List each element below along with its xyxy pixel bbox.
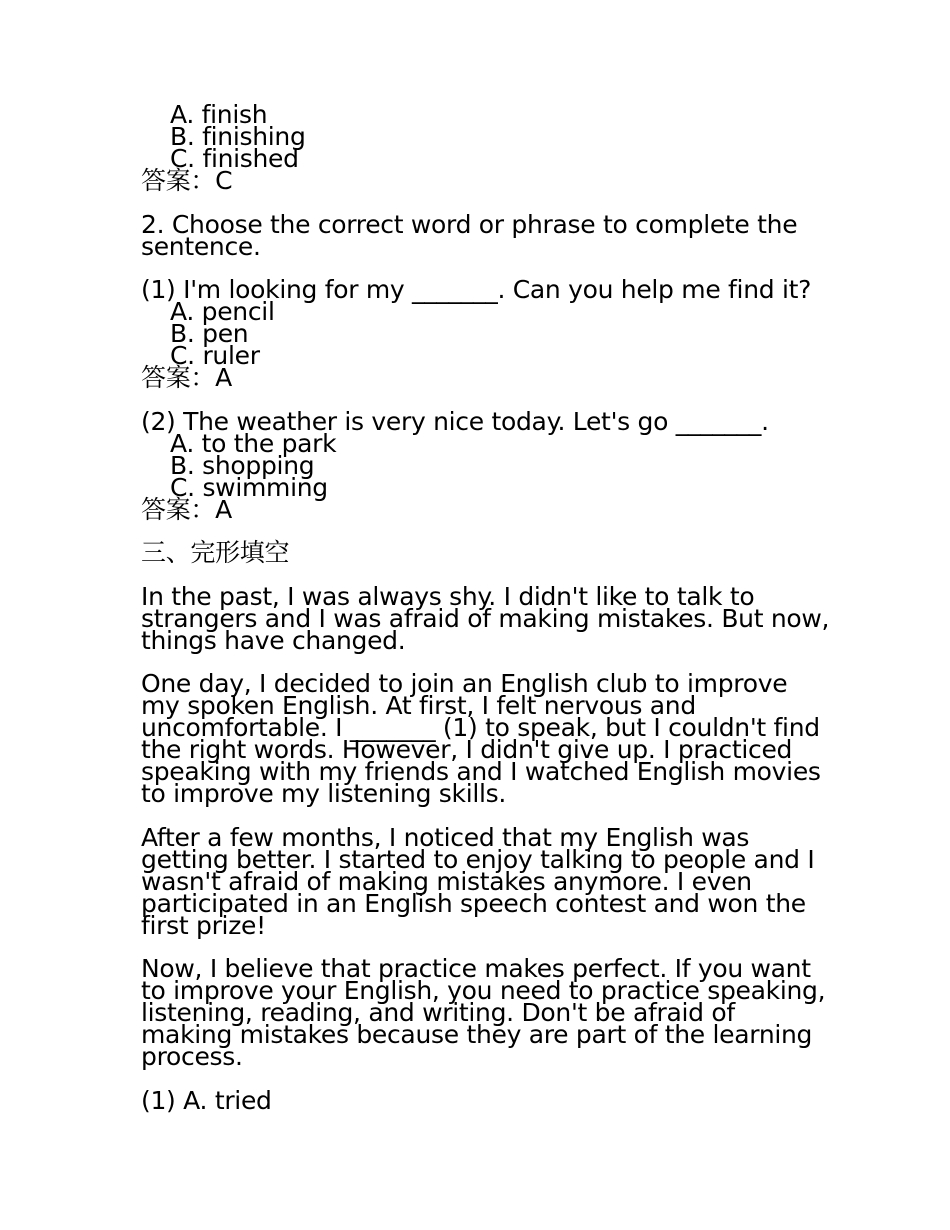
paragraph-2-line-2: my spoken English. At first, I felt nervous and bbox=[141, 691, 696, 720]
paragraph-4-line-3: listening, reading, and writing. Don't be afraid of bbox=[141, 998, 735, 1027]
paragraph-3-line-1: After a few months, I noticed that my English was bbox=[141, 822, 750, 852]
q2-sub2 bbox=[141, 406, 841, 524]
q2-sub1-question: (1) I'm looking for my _______. Can you help me find it? bbox=[141, 275, 812, 304]
q1-option-b: B. finishing bbox=[170, 122, 306, 151]
paragraph-1 bbox=[141, 581, 841, 655]
paragraph-2 bbox=[141, 669, 841, 808]
q2-sub2-option-c: C. swimming bbox=[170, 472, 328, 502]
cloze-question-1: (1) A. tried bbox=[141, 1085, 272, 1115]
section3-heading: 三、完形填空 bbox=[141, 538, 290, 567]
q2-sub1-option-a: A. pencil bbox=[170, 297, 275, 326]
paragraph-2-line-6: to improve my listening skills. bbox=[141, 779, 507, 808]
q1-option-a: A. finish bbox=[170, 100, 268, 129]
q2-sub1 bbox=[141, 275, 841, 392]
q2-sub2-option-a: A. to the park bbox=[170, 428, 337, 458]
document-page bbox=[141, 100, 841, 1115]
paragraph-3-line-3: wasn't afraid of making mistakes anymore. I even bbox=[141, 866, 752, 896]
paragraph-3-line-5: first prize! bbox=[141, 910, 266, 940]
paragraph-3 bbox=[141, 822, 841, 940]
q1-answer: 答案：C bbox=[141, 166, 233, 195]
q1-option-c: C. finished bbox=[170, 144, 299, 173]
paragraph-2-line-5: speaking with my friends and I watched English movies bbox=[141, 757, 821, 786]
paragraph-4-line-4: making mistakes because they are part of the learning bbox=[141, 1020, 813, 1049]
q2-intro-line-1: 2. Choose the correct word or phrase to complete the bbox=[141, 209, 798, 239]
paragraph-4 bbox=[141, 954, 841, 1071]
paragraph-1-line-3: things have changed. bbox=[141, 625, 406, 655]
paragraph-4-line-5: process. bbox=[141, 1042, 243, 1071]
q1-options bbox=[141, 100, 841, 173]
paragraph-4-line-1: Now, I believe that practice makes perfect. If you want bbox=[141, 954, 811, 983]
paragraph-2-line-3: uncomfortable. I _______ (1) to speak, but I couldn't find bbox=[141, 713, 820, 742]
paragraph-2-line-1: One day, I decided to join an English club to improve bbox=[141, 669, 788, 698]
q2-sub2-answer: 答案：A bbox=[141, 494, 232, 524]
paragraph-1-line-2: strangers and I was afraid of making mistakes. But now, bbox=[141, 603, 830, 633]
paragraph-3-line-4: participated in an English speech contest and won the bbox=[141, 888, 806, 918]
q2-sub2-option-b: B. shopping bbox=[170, 450, 315, 480]
q2-intro bbox=[141, 209, 841, 261]
q2-sub1-option-c: C. ruler bbox=[170, 341, 260, 370]
q2-sub2-question: (2) The weather is very nice today. Let's go _______. bbox=[141, 406, 769, 436]
q2-sub1-answer: 答案：A bbox=[141, 363, 232, 392]
paragraph-3-line-2: getting better. I started to enjoy talking to people and I bbox=[141, 844, 815, 874]
paragraph-4-line-2: to improve your English, you need to practice speaking, bbox=[141, 976, 826, 1005]
q2-intro-line-2: sentence. bbox=[141, 231, 261, 261]
q2-sub1-option-b: B. pen bbox=[170, 319, 249, 348]
paragraph-1-line-1: In the past, I was always shy. I didn't like to talk to bbox=[141, 581, 755, 611]
paragraph-2-line-4: the right words. However, I didn't give up. I practiced bbox=[141, 735, 793, 764]
